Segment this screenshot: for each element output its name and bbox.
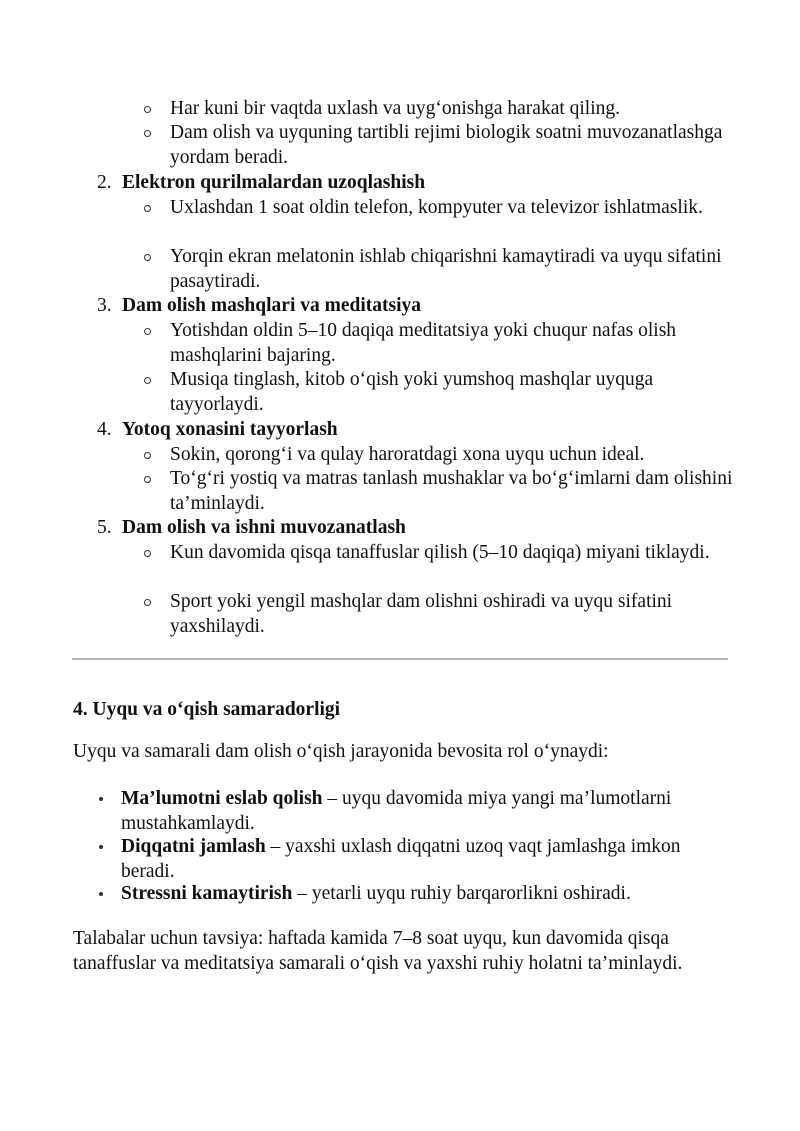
closing-paragraph: Talabalar uchun tavsiya: haftada kamida 7–8 soat uyqu, kun davomida qisqa tanaffuslar va meditatsiya samarali o‘qish va yaxshi ruhiy holatni ta’minlaydi. [73, 928, 683, 974]
item-title: Elektron qurilmalardan uzoqlashish [122, 172, 426, 193]
item-number: 2. [97, 172, 112, 193]
circle-bullet-icon [144, 328, 151, 335]
horizontal-divider [72, 658, 728, 660]
circle-bullet-icon [144, 599, 151, 606]
item-title: Dam olish va ishni muvozanatlash [122, 517, 406, 538]
sub-list-item [170, 245, 740, 294]
item-number: 4. [97, 419, 112, 440]
sub-list-item-text: Musiqa tinglash, kitob o‘qish yoki yumshoq mashqlar uyquga tayyorlaydi. [170, 369, 654, 415]
section-intro: Uyqu va samarali dam olish o‘qish jarayonida bevosita rol o‘ynaydi: [73, 741, 609, 762]
bullet-text: – yetarli uyqu ruhiy barqarorlikni oshiradi. [292, 883, 631, 904]
circle-bullet-icon [144, 550, 151, 557]
circle-bullet-icon [144, 106, 151, 113]
bullet-term: Diqqatni jamlash [121, 836, 266, 857]
sub-list-item [170, 443, 740, 468]
bullet-term: Stressni kamaytirish [121, 883, 293, 904]
bullet-dot-icon [99, 797, 103, 801]
sub-list-item-text: Dam olish va uyquning tartibli rejimi biologik soatni muvozanatlashga yordam beradi. [170, 122, 723, 168]
sub-list-item-text: To‘g‘ri yostiq va matras tanlash mushaklar va bo‘g‘imlarni dam olishini ta’minlaydi. [170, 468, 733, 514]
bullet-item [121, 882, 721, 907]
item-number: 3. [97, 295, 112, 316]
sub-list-item-text: Kun davomida qisqa tanaffuslar qilish (5–10 daqiqa) miyani tiklaydi. [170, 542, 710, 563]
sub-list-item-text: Sokin, qorong‘i va qulay haroratdagi xona uyqu uchun ideal. [170, 444, 645, 465]
sub-list-item-text: Har kuni bir vaqtda uxlash va uyg‘onishga harakat qiling. [170, 98, 621, 119]
section-heading: 4. Uyqu va o‘qish samaradorligi [73, 699, 341, 720]
circle-bullet-icon [144, 130, 151, 137]
sub-list-item [170, 368, 740, 417]
bullet-item [121, 835, 721, 884]
sub-list-item [170, 319, 740, 368]
bullet-text: – uyqu davomida miya yangi ma’lumotlarni mustahkamlaydi. [121, 788, 672, 834]
item-title: Dam olish mashqlari va meditatsiya [122, 295, 422, 316]
circle-bullet-icon [144, 254, 151, 261]
bullet-dot-icon [99, 845, 103, 849]
sub-list-item-text: Yorqin ekran melatonin ishlab chiqarishni kamaytiradi va uyqu sifatini pasaytiradi. [170, 246, 722, 292]
sub-list-item [170, 121, 740, 170]
circle-bullet-icon [144, 452, 151, 459]
bullet-item [121, 787, 721, 836]
sub-list-item [170, 97, 740, 122]
sub-list-item-text: Sport yoki yengil mashqlar dam olishni oshiradi va uyqu sifatini yaxshilaydi. [170, 591, 673, 637]
circle-bullet-icon [144, 476, 151, 483]
sub-list-item [170, 467, 740, 516]
circle-bullet-icon [144, 205, 151, 212]
bullet-dot-icon [99, 892, 103, 896]
sub-list-item [170, 541, 740, 566]
bullet-text: – yaxshi uxlash diqqatni uzoq vaqt jamlashga imkon beradi. [121, 836, 681, 882]
sub-list-item [170, 590, 740, 639]
item-title: Yotoq xonasini tayyorlash [122, 419, 338, 440]
sub-list-item-text: Uxlashdan 1 soat oldin telefon, kompyuter va televizor ishlatmaslik. [170, 197, 703, 218]
circle-bullet-icon [144, 377, 151, 384]
item-number: 5. [97, 517, 112, 538]
sub-list-item-text: Yotishdan oldin 5–10 daqiqa meditatsiya yoki chuqur nafas olish mashqlarini bajaring. [170, 320, 677, 366]
bullet-term: Ma’lumotni eslab qolish [121, 788, 323, 809]
sub-list-item [170, 196, 740, 221]
